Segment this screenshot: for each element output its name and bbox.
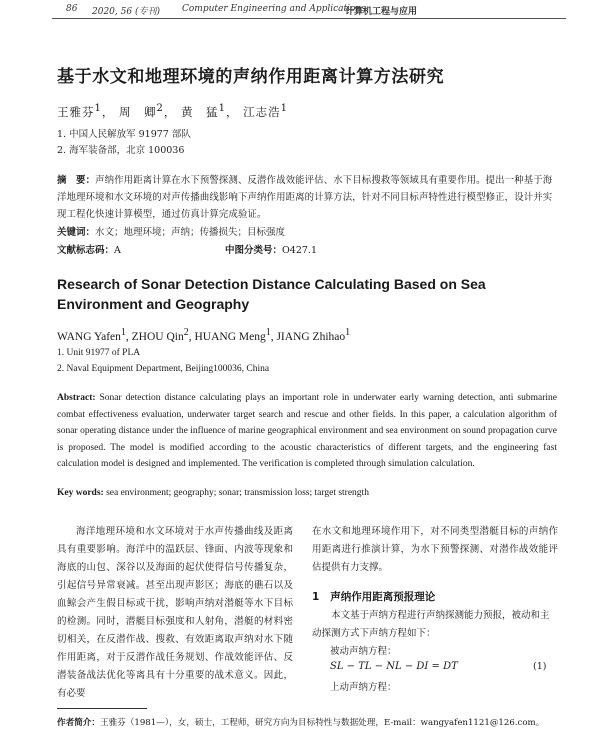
author-list-cn: 王雅芬$^1$， 周 卿$^2$， 黄 猛$^1$， 江志浩$^1$ [57,103,288,119]
keywords-en: Key words: sea environment; geography; sonar; transmission loss; target strength [57,488,369,498]
author-name: 江志浩 [243,104,281,119]
affiliation-en-2: 2. Naval Equipment Department, Beijing100036, China [57,364,270,374]
affiliation-cn-1: 1. 中国人民解放军 91977 部队 [57,129,191,140]
author-list-en: WANG Yafen$^1$, ZHOU Qin$^2$, HUANG Meng$^1$, JIANG Zhihao$^1$ [57,327,351,343]
author-name: 王雅芬 [57,104,95,119]
passive-equation-label: 被动声纳方程： [330,646,397,657]
paper-title-cn: 基于水文和地理环境的声纳作用距离计算方法研究 [57,67,445,87]
author-name: 周 卿 [119,104,157,119]
journal-name-en: Computer Engineering and Applications [182,4,366,14]
sonar-equation: SL − TL − NL − DI = DT [330,661,458,672]
journal-name-cn: 计算机工程与应用 [345,7,418,17]
equation-number: (1) [533,661,547,672]
abstract-label-en: Abstract: [57,393,96,403]
issue-info: 2020, 56 (专刊) [92,7,160,17]
active-equation-label: 上动声纳方程： [330,682,397,693]
section-heading [312,589,435,604]
author-name: 黄 猛 [181,104,219,119]
running-header [0,0,600,22]
footnote-text: 王雅芬（1981—），女，硕士，工程师，研究方向为目标特性与数据处理，E-mail：wangyafen1121@126.com。 [99,718,545,728]
body-left-column: 海洋地理环境和水文环境对于水声传播曲线及距离具有重要影响。海洋中的温跃层、锋面、内波等现象和海底的山包、深谷以及海面的起伏使得信号传播复杂，引起信号异常衰减。甚至出现声影区；海底的礁石以及血鲸会产生假目标或干扰，影响声纳对潜艇等水下目标的检测。同时，潜艇目标强度和人射角，潜艇的材料密切相关，在反潜作战、搜救、有效距离取声纳对水下随作用距离，对于反潜作战任务规划、作战效能评估、反潜装备战法优化等离具有十分重要的战术意义。因此，有必要 [57,526,293,699]
author-name: ZHOU Qin [131,330,184,343]
section-title: 声纳作用距离预报理论 [330,591,436,603]
abstract-en [57,390,557,473]
keywords-text-cn: 水文；地理环境；声纳；传播损失；目标强度 [95,227,286,238]
keywords-cn: 关键词：水文；地理环境；声纳；传播损失；目标强度 [57,227,286,238]
author-name: HUANG Meng [194,330,266,343]
header-rule [52,18,566,19]
section-paragraph: 本文基于声纳方程进行声纳探测能力预报，被动和主动探测方式下声纳方程如下： [312,610,550,639]
affiliation-cn-2: 2. 海军装备部，北京 100036 [57,145,185,156]
section-number: 1 [312,591,320,603]
author-name: WANG Yafen [57,330,121,343]
keywords-text-en: sea environment; geography; sonar; transmission loss; target strength [106,488,369,498]
paper-title-en: Research of Sonar Detection Distance Calculating Based on Sea Environment and Geography [57,276,486,312]
page-number: 86 [66,4,78,14]
affiliation-en-1: 1. Unit 91977 of PLA [57,348,141,358]
author-name: JIANG Zhihao [276,330,346,343]
abstract-label-cn: 摘 要： [57,175,96,186]
footnote-rule [57,708,147,709]
abstract-text-en: Sonar detection distance calculating plays an important role in underwater early warning detection, anti submarine combat effectiveness evaluation, underwater target search and rescue and other fields. In this paper, a calculation algorithm of sonar operating distance under the influence of marine geographical environment and sea environment on sound propagation curve is proposed. The model is modified according to the acoustic characteristics of different targets, and the engineering fast calculation model is designed and implemented. The verification is completed through simulation calculation. [57,393,557,469]
classification-info: 文献标志码：A 中图分类号：O427.1 [57,245,318,256]
abstract-cn [57,172,557,223]
abstract-text-cn: 声纳作用距离计算在水下预警探测、反潜作战效能评估、水下目标搜救等领域具有重要作用。提出一种基于海洋地理环境和水文环境的对声传播曲线影响下声纳作用距离的计算方法，针对不同目标声特性进行模型修正，设计并实现工程化快速计算模型，通过仿真计算完成验证。 [57,175,553,220]
body-right-paragraph: 在水文和地理环境作用下，对不同类型潜艇目标的声纳作用距离进行推演计算，为水下预警探测、对潜作战效能评估提供有力支撑。 [312,526,558,573]
author-footnote: 作者简介：王雅芬（1981—），女，硕士，工程师，研究方向为目标特性与数据处理，E-mail：wangyafen1121@126.com。 [57,718,545,728]
clc-number: O427.1 [282,245,318,256]
document-code: A [114,245,121,256]
